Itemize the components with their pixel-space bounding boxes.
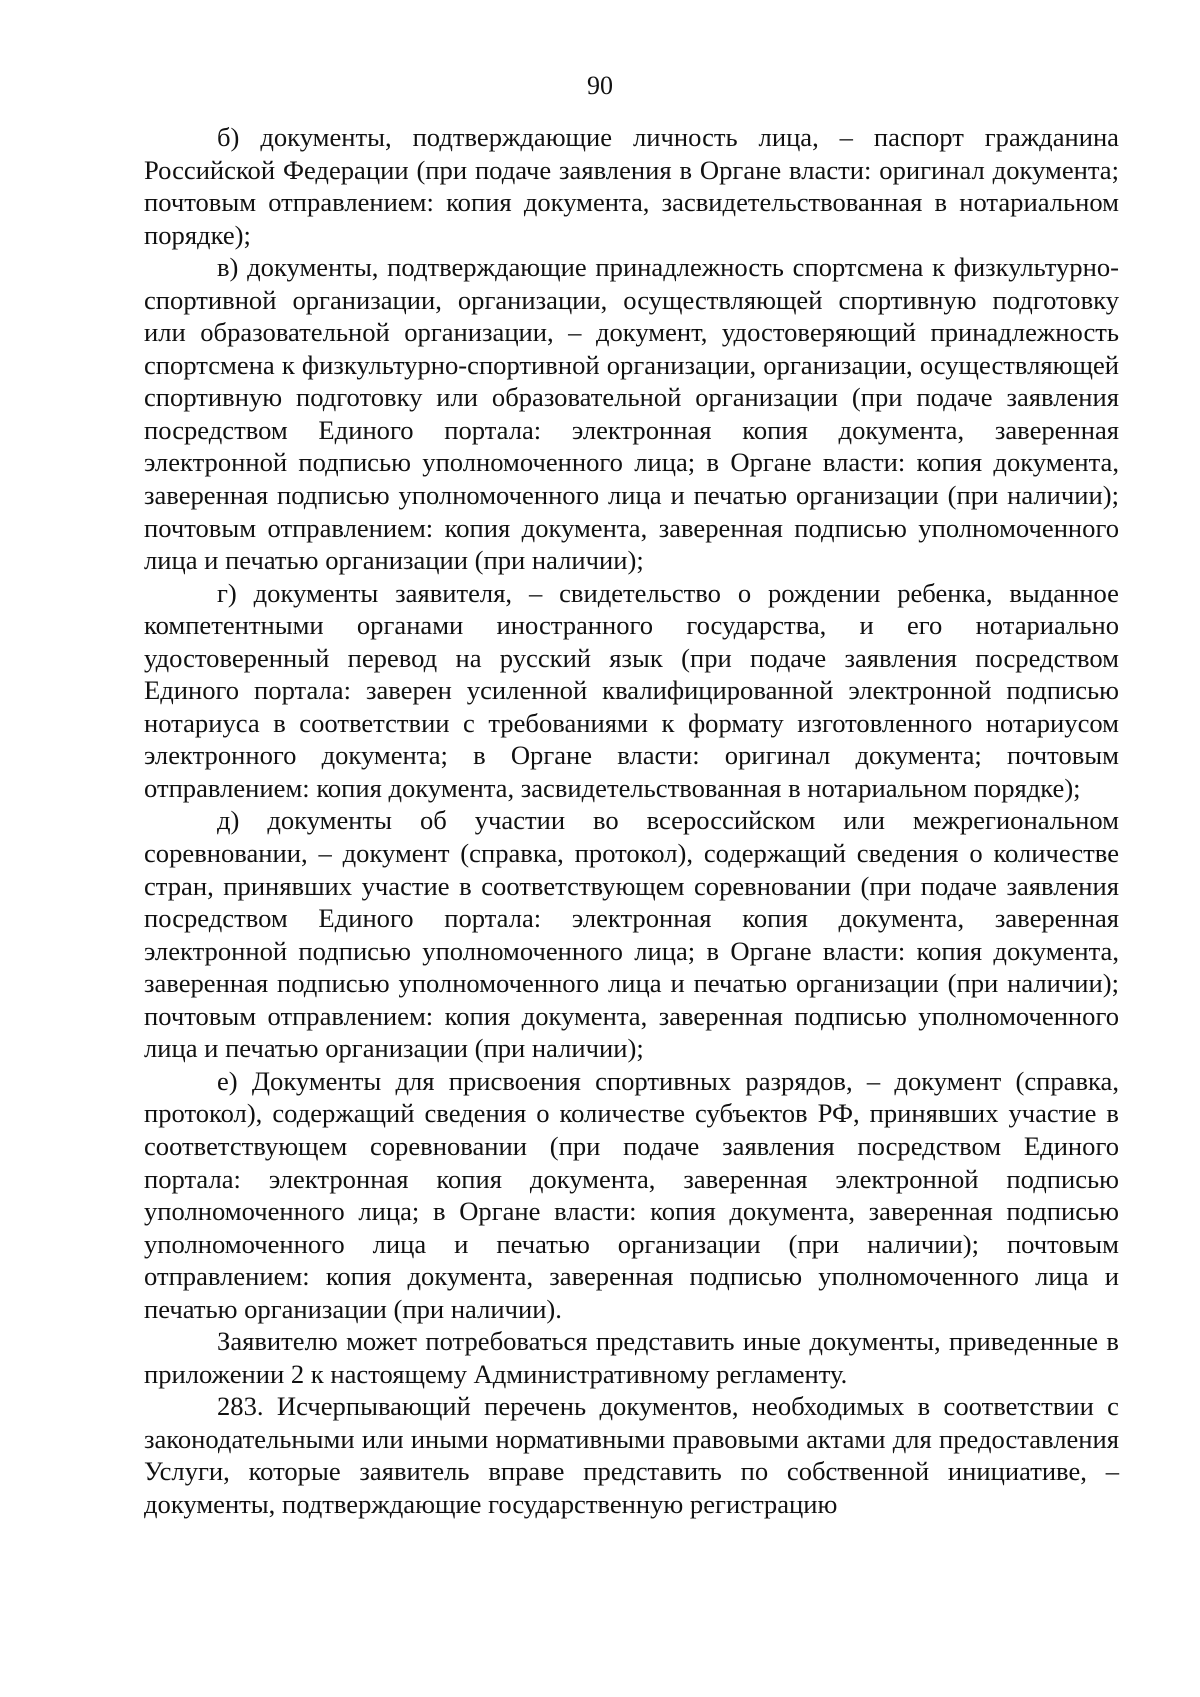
- paragraph-d-competition-participation-documents: д) документы об участии во всероссийском или межрегиональном соревновании, – документ (справка, протокол), содержащий сведения о количестве стран, принявших участие в соответствующем соревновании (при подаче заявления посредством Единого портала: электронная копия документа, заверенная электронной подписью уполномоченного лица; в Органе власти: копия документа, заверенная подписью уполномоченного лица и печатью организации (при наличии); почтовым отправлением: копия документа, заверенная подписью уполномоченного лица и печатью организации (при наличии);: [144, 805, 1119, 1064]
- paragraph-v-sports-organization-documents: в) документы, подтверждающие принадлежность спортсмена к физкультурно-спортивной организации, организации, осуществляющей спортивную подготовку или образовательной организации, – документ, удостоверяющий принадлежность спортсмена к физкультурно-спортивной организации, организации, осуществляющей спортивную подготовку или образовательной организации (при подаче заявления посредством Единого портала: электронная копия документа, заверенная электронной подписью уполномоченного лица; в Органе власти: копия документа, заверенная подписью уполномоченного лица и печатью организации (при наличии); почтовым отправлением: копия документа, заверенная подписью уполномоченного лица и печатью организации (при наличии);: [144, 252, 1119, 576]
- paragraph-e-sports-rank-documents: е) Документы для присвоения спортивных разрядов, – документ (справка, протокол), содержащий сведения о количестве субъектов РФ, принявших участие в соответствующем соревновании (при подаче заявления посредством Единого портала: электронная копия документа, заверенная электронной подписью уполномоченного лица; в Органе власти: копия документа, заверенная подписью уполномоченного лица и печатью организации (при наличии); почтовым отправлением: копия документа, заверенная подписью уполномоченного лица и печатью организации (при наличии).: [144, 1065, 1119, 1324]
- paragraph-b-identity-documents: б) документы, подтверждающие личность лица, – паспорт гражданина Российской Федерации (при подаче заявления в Органе власти: оригинал документа; почтовым отправлением: копия документа, засвидетельствованная в нотариальном порядке);: [144, 122, 1119, 250]
- paragraph-283-document-list: 283. Исчерпывающий перечень документов, необходимых в соответствии с законодательными или иными нормативными правовыми актами для предоставления Услуги, которые заявитель вправе представить по собственной инициативе, – документы, подтверждающие государственную регистрацию: [144, 1391, 1119, 1519]
- body-text: [144, 121, 1119, 1521]
- page-number: 90: [587, 71, 613, 100]
- paragraph-other-documents: Заявителю может потребоваться представить иные документы, приведенные в приложении 2 к настоящему Административному регламенту.: [144, 1326, 1119, 1389]
- paragraph-g-applicant-documents: г) документы заявителя, – свидетельство о рождении ребенка, выданное компетентными органами иностранного государства, и его нотариально удостоверенный перевод на русский язык (при подаче заявления посредством Единого портала: заверен усиленной квалифицированной электронной подписью нотариуса в соответствии с требованиями к формату изготовленного нотариусом электронного документа; в Органе власти: оригинал документа; почтовым отправлением: копия документа, засвидетельствованная в нотариальном порядке);: [144, 577, 1119, 803]
